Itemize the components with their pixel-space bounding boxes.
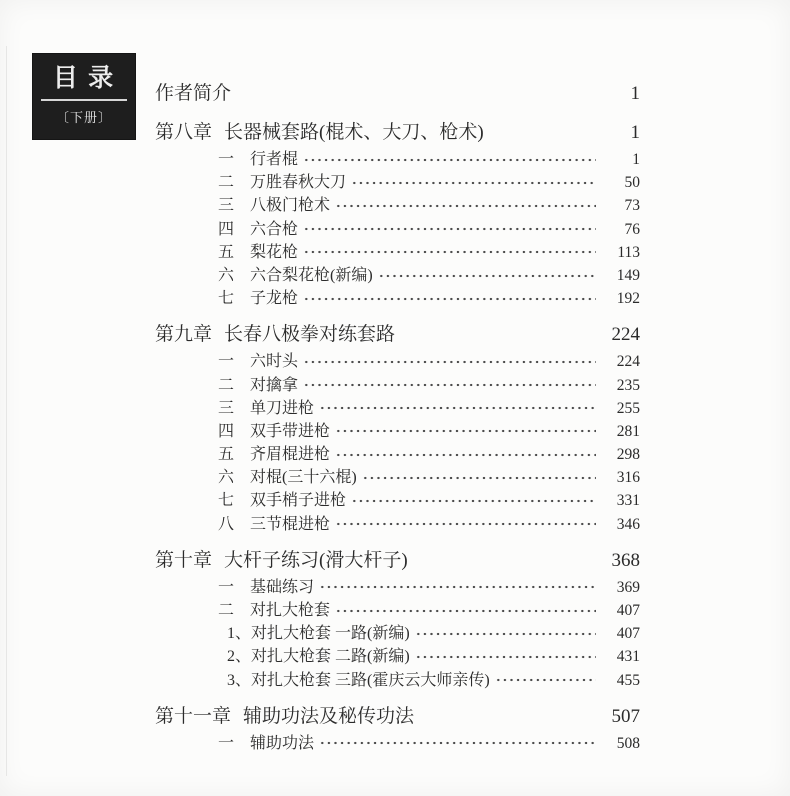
- entry-title: 2、对扎大枪套 二路(新编): [227, 648, 410, 666]
- toc-entry-item: [155, 194, 640, 217]
- entry-number: 七: [218, 290, 235, 308]
- dot-leader: [335, 453, 596, 457]
- entry-page-number: 192: [616, 290, 640, 308]
- toc-entry-item: [155, 397, 640, 420]
- entry-number: 一: [218, 151, 235, 168]
- entry-title: 长春八极拳对练套路: [224, 324, 396, 346]
- toc-entry-item: [155, 218, 640, 241]
- dot-leader: [303, 227, 596, 231]
- toc-list: [155, 80, 640, 755]
- toc-entry-subitem: [155, 645, 640, 668]
- entry-title: 行者棍: [250, 151, 299, 168]
- entry-title: 六合梨花枪(新编): [250, 266, 373, 284]
- dot-leader: [415, 655, 596, 659]
- toc-entry-chapter: [155, 118, 640, 147]
- entry-title: 梨花枪: [250, 243, 299, 261]
- entry-title: 八极门枪术: [250, 197, 331, 215]
- toc-title: 目 录: [52, 65, 116, 92]
- entry-page-number: 407: [616, 625, 640, 643]
- entry-number: 六: [218, 266, 235, 284]
- toc-entry-item: [155, 171, 640, 194]
- dot-leader: [400, 333, 596, 337]
- toc-volume-label: 〔下册〕: [55, 110, 112, 125]
- entry-page-number: 224: [611, 324, 640, 346]
- entry-title: 六合枪: [250, 220, 299, 238]
- toc-entry-item: [155, 489, 640, 512]
- dot-leader: [413, 558, 596, 562]
- toc-entry-front: [155, 80, 640, 108]
- toc-entry-item: [155, 443, 640, 466]
- dot-leader: [335, 429, 596, 433]
- entry-page-number: 298: [616, 446, 640, 464]
- entry-page-number: 1: [630, 83, 640, 104]
- toc-header-box: [33, 54, 135, 139]
- entry-title: 3、对扎大枪套 三路(霍庆云大师亲传): [227, 671, 490, 689]
- dot-leader: [303, 250, 596, 254]
- dot-leader: [335, 522, 596, 526]
- entry-title: 双手带进枪: [250, 422, 331, 440]
- entry-number: 一: [218, 578, 235, 596]
- chapter-label: 第九章: [155, 324, 213, 346]
- dot-leader: [236, 92, 596, 96]
- entry-page-number: 73: [624, 197, 640, 215]
- entry-page-number: 50: [624, 174, 640, 192]
- entry-title: 1、对扎大枪套 一路(新编): [227, 625, 410, 643]
- entry-title: 子龙枪: [250, 290, 299, 308]
- entry-page-number: 346: [616, 515, 640, 533]
- entry-number: 八: [218, 515, 235, 533]
- dot-leader: [351, 181, 596, 185]
- entry-number: 五: [218, 446, 235, 464]
- entry-number: 七: [218, 492, 235, 510]
- entry-page-number: 407: [616, 602, 640, 619]
- dot-leader: [319, 741, 596, 745]
- entry-page-number: 1: [632, 151, 640, 168]
- entry-title: 齐眉棍进枪: [250, 446, 331, 464]
- entry-page-number: 368: [611, 549, 640, 571]
- dot-leader: [495, 678, 596, 682]
- toc-entry-item: [155, 420, 640, 443]
- toc-entry-item: [155, 732, 640, 755]
- toc-title-divider: [41, 99, 127, 101]
- dot-leader: [303, 297, 596, 301]
- toc-entry-subitem: [155, 622, 640, 645]
- entry-page-number: 331: [616, 492, 640, 510]
- chapter-label: 第十一章: [155, 705, 232, 727]
- entry-title: 对棍(三十六棍): [250, 469, 357, 487]
- entry-number: 一: [218, 353, 235, 371]
- entry-page-number: 224: [616, 353, 640, 371]
- dot-leader: [335, 609, 596, 613]
- toc-entry-item: [155, 264, 640, 287]
- entry-number: 二: [218, 602, 235, 619]
- entry-title: 对擒拿: [250, 376, 299, 394]
- toc-entry-chapter: [155, 546, 640, 575]
- entry-number: 一: [218, 734, 235, 752]
- entry-number: 三: [218, 197, 235, 215]
- entry-title: 作者简介: [155, 83, 232, 104]
- entry-page-number: 455: [616, 671, 640, 689]
- entry-title: 三节棍进枪: [250, 515, 331, 533]
- entry-page-number: 113: [617, 243, 640, 261]
- dot-leader: [319, 406, 596, 410]
- entry-title: 万胜春秋大刀: [250, 174, 347, 192]
- dot-leader: [415, 632, 596, 636]
- toc-entry-item: [155, 350, 640, 373]
- entry-title: 六时头: [250, 353, 299, 371]
- dot-leader: [303, 383, 596, 387]
- entry-page-number: 281: [616, 422, 640, 440]
- entry-page-number: 1: [630, 122, 640, 143]
- dot-leader: [351, 499, 596, 503]
- toc-entry-subitem: [155, 669, 640, 692]
- toc-entry-item: [155, 374, 640, 397]
- dot-leader: [419, 714, 596, 718]
- entry-number: 二: [218, 376, 235, 394]
- toc-entry-item: [155, 513, 640, 536]
- dot-leader: [489, 131, 596, 135]
- entry-title: 长器械套路(棍术、大刀、枪术): [224, 122, 484, 143]
- entry-number: 四: [218, 220, 235, 238]
- entry-number: 六: [218, 469, 235, 487]
- entry-page-number: 508: [616, 734, 640, 752]
- entry-page-number: 255: [616, 399, 640, 417]
- toc-entry-item: [155, 148, 640, 171]
- dot-leader: [303, 158, 596, 162]
- entry-title: 对扎大枪套: [250, 602, 331, 619]
- toc-entry-item: [155, 466, 640, 489]
- entry-page-number: 369: [616, 578, 640, 596]
- chapter-label: 第八章: [155, 122, 213, 143]
- chapter-label: 第十章: [155, 549, 213, 571]
- entry-title: 辅助功法及秘传功法: [243, 705, 415, 727]
- entry-page-number: 316: [616, 469, 640, 487]
- entry-title: 单刀进枪: [250, 399, 315, 417]
- entry-number: 四: [218, 422, 235, 440]
- dot-leader: [378, 274, 596, 278]
- entry-title: 大杆子练习(滑大杆子): [224, 549, 408, 571]
- entry-page-number: 431: [616, 648, 640, 666]
- entry-number: 三: [218, 399, 235, 417]
- entry-page-number: 235: [616, 376, 640, 394]
- toc-entry-item: [155, 599, 640, 622]
- toc-entry-chapter: [155, 702, 640, 731]
- dot-leader: [319, 585, 596, 589]
- entry-number: 五: [218, 243, 235, 261]
- entry-title: 双手梢子进枪: [250, 492, 347, 510]
- toc-entry-chapter: [155, 320, 640, 349]
- entry-page-number: 76: [624, 220, 640, 238]
- toc-entry-item: [155, 576, 640, 599]
- entry-title: 辅助功法: [250, 734, 315, 752]
- toc-entry-item: [155, 287, 640, 310]
- entry-page-number: 149: [616, 266, 640, 284]
- entry-title: 基础练习: [250, 578, 315, 596]
- entry-page-number: 507: [611, 705, 640, 727]
- entry-number: 二: [218, 174, 235, 192]
- toc-entry-item: [155, 241, 640, 264]
- dot-leader: [303, 360, 596, 364]
- dot-leader: [335, 204, 596, 208]
- dot-leader: [362, 476, 596, 480]
